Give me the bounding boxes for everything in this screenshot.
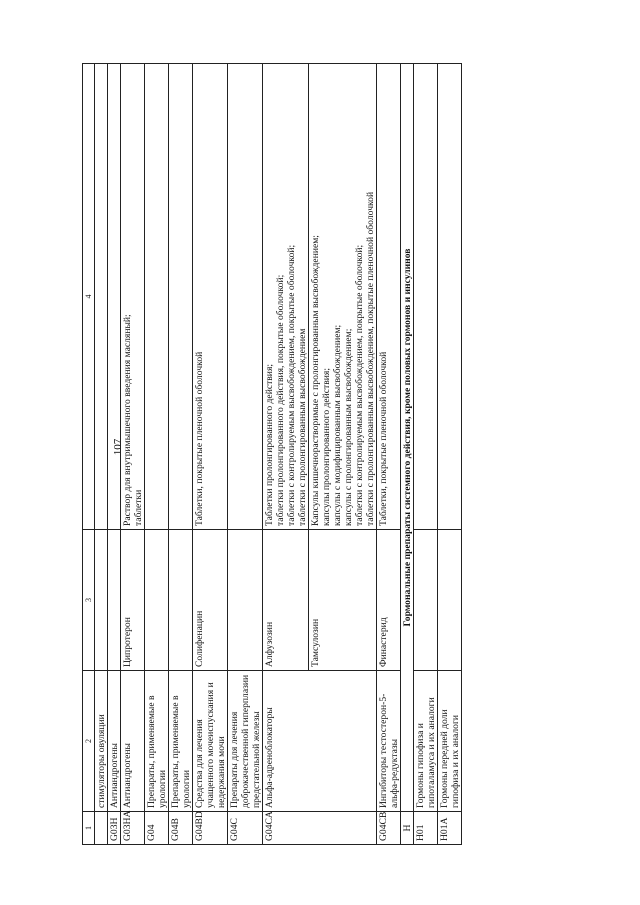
dosage-form: Таблетки, покрытые пленочной оболочкой (378, 351, 389, 526)
drug-name-cell: Финастерид (377, 530, 401, 671)
header-col-3: 3 (83, 530, 95, 671)
group-name-cell: Альфа-адреноблокаторы (263, 671, 377, 812)
drug-name-cell (145, 530, 169, 671)
atc-code-cell: G04B (169, 812, 193, 845)
atc-code-cell: H01A (438, 812, 462, 845)
dosage-form: таблетки (133, 489, 144, 526)
rotated-table-container (82, 64, 565, 845)
dosage-form: капсулы пролонгированного действия; (321, 368, 332, 526)
table-row (263, 64, 309, 845)
table-body (83, 64, 462, 845)
dosage-forms-cell (121, 64, 145, 530)
drug-name-cell (95, 530, 108, 671)
drug-name-cell: Алфузозин (263, 530, 309, 671)
group-name-cell: Ингибиторы тестостерон-5-альфа-редуктазы (377, 671, 401, 812)
table-row (145, 64, 169, 845)
atc-code-cell: H01 (414, 812, 438, 845)
group-name-cell: стимуляторы овуляции (95, 671, 108, 812)
page-number: 107 (112, 438, 124, 456)
dosage-forms-cell (309, 64, 377, 530)
table-row (377, 64, 401, 845)
atc-code-cell: G04C (228, 812, 263, 845)
atc-code-cell: G04 (145, 812, 169, 845)
dosage-forms-cell (95, 64, 108, 530)
table-row (193, 64, 228, 845)
dosage-form: таблетки с пролонгированным высвобождением (297, 328, 308, 526)
drug-table (82, 63, 462, 845)
drug-name-cell (438, 530, 462, 671)
table-row (121, 64, 145, 845)
dosage-forms-cell (438, 64, 462, 530)
dosage-form: Раствор для внутримышечного введения масляный; (122, 314, 133, 526)
atc-code-cell: G03H (108, 812, 121, 845)
atc-code-cell: G04CA (263, 812, 377, 845)
dosage-form: капсулы с модифицированным высвобождением; (332, 324, 343, 526)
dosage-form: таблетки пролонгированного действия, покрытые оболочкой; (275, 274, 286, 526)
atc-code-cell: G04BD (193, 812, 228, 845)
dosage-forms-cell (228, 64, 263, 530)
dosage-forms-cell (169, 64, 193, 530)
table-row (228, 64, 263, 845)
dosage-forms-cell (263, 64, 309, 530)
table-row (95, 64, 108, 845)
drug-name-cell: Ципротерон (121, 530, 145, 671)
table-row (438, 64, 462, 845)
dosage-forms-cell (377, 64, 401, 530)
drug-name-cell (108, 530, 121, 671)
group-name-cell: Антиандрогены (108, 671, 121, 812)
atc-code-cell (95, 812, 108, 845)
section-title-cell: Гормональные препараты системного действия, кроме половых гормонов и инсулинов (401, 64, 414, 812)
group-name-cell: Средства для лечения учащенного мочеиспускания и недержания мочи (193, 671, 228, 812)
group-name-cell: Гормоны передней доли гипофиза и их аналоги (438, 671, 462, 812)
dosage-form: капсулы с пролонгированным высвобождением; (343, 328, 354, 526)
dosage-form: таблетки с контролируемым высвобождением, покрытые оболочкой; (354, 244, 365, 526)
drug-name-cell (228, 530, 263, 671)
group-name-cell: Препараты для лечения доброкачественной гиперплазии предстательной железы (228, 671, 263, 812)
header-col-1: 1 (83, 812, 95, 845)
group-name-cell: Препараты, применяемые в урологии (145, 671, 169, 812)
atc-code-cell: G04CB (377, 812, 401, 845)
section-row (401, 64, 414, 845)
drug-name-cell: Тамсулозин (309, 530, 377, 671)
table-row (169, 64, 193, 845)
group-name-cell: Препараты, применяемые в урологии (169, 671, 193, 812)
group-name-cell: Гормоны гипофиза и гипоталамуса и их аналоги (414, 671, 438, 812)
dosage-form: Таблетки пролонгированного действия; (264, 363, 275, 526)
drug-name-cell: Солифенацин (193, 530, 228, 671)
header-col-4: 4 (83, 64, 95, 530)
table-row (414, 64, 438, 845)
dosage-form: Таблетки, покрытые пленочной оболочкой (194, 351, 205, 526)
dosage-form: Капсулы кишечнорастворимые с пролонгированным высвобождением; (310, 235, 321, 526)
header-row (83, 64, 95, 845)
drug-name-cell (169, 530, 193, 671)
atc-code-cell: G03HA (121, 812, 145, 845)
table-row (108, 64, 121, 845)
dosage-forms-cell (193, 64, 228, 530)
dosage-forms-cell (108, 64, 121, 530)
dosage-forms-cell (145, 64, 169, 530)
dosage-form: таблетки с контролируемым высвобождением, покрытые оболочкой; (286, 244, 297, 526)
group-name-cell: Антиандрогены (121, 671, 145, 812)
drug-name-cell (414, 530, 438, 671)
dosage-forms-cell (414, 64, 438, 530)
dosage-form: таблетки с пролонгированным высвобождением, покрытые пленочной оболочкой (365, 191, 376, 526)
header-col-2: 2 (83, 671, 95, 812)
section-code-cell: H (401, 812, 414, 845)
